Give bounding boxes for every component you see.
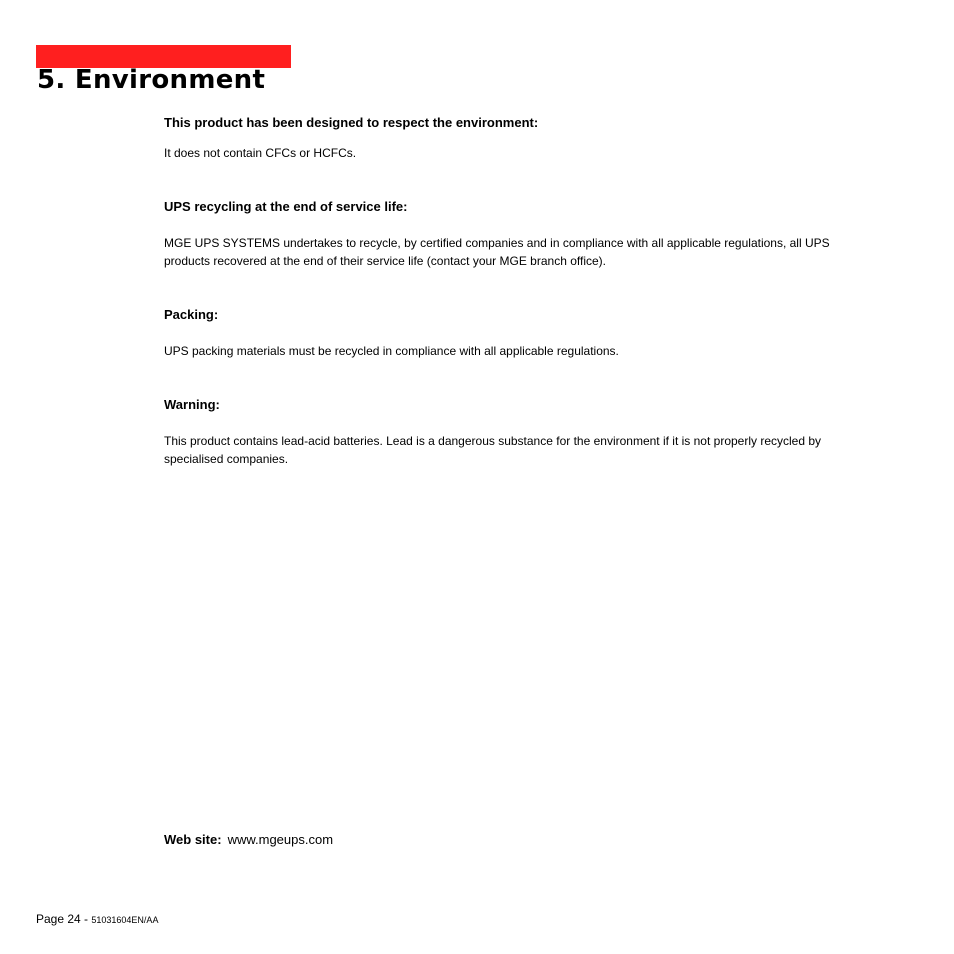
page-number: Page 24 - [36,912,89,926]
section-text-packing: UPS packing materials must be recycled in compliance with all applicable regulations. [164,344,619,358]
section-heading-warning: Warning: [164,397,220,412]
website-line [164,831,333,849]
chapter-title: 5. Environment [37,65,266,95]
section-text-environment: It does not contain CFCs or HCFCs. [164,146,357,160]
document-number: 51031604EN/AA [91,915,159,925]
section-text-recycling: MGE UPS SYSTEMS undertakes to recycle, by certified companies and in compliance with all applicable regulations, all UPS products recovered at the end of their service life (contact your MGE branch office). [164,236,830,268]
section-heading-packing: Packing: [164,307,219,322]
website-url[interactable]: www.mgeups.com [227,832,334,847]
website-label: Web site: [164,832,222,847]
section-heading-environment: This product has been designed to respect the environment: [164,115,539,130]
section-heading-recycling: UPS recycling at the end of service life: [164,199,408,214]
page-footer [36,910,158,929]
section-text-warning: This product contains lead-acid batteries. Lead is a dangerous substance for the environment if it is not properly recycled by specialised companies. [164,434,822,466]
